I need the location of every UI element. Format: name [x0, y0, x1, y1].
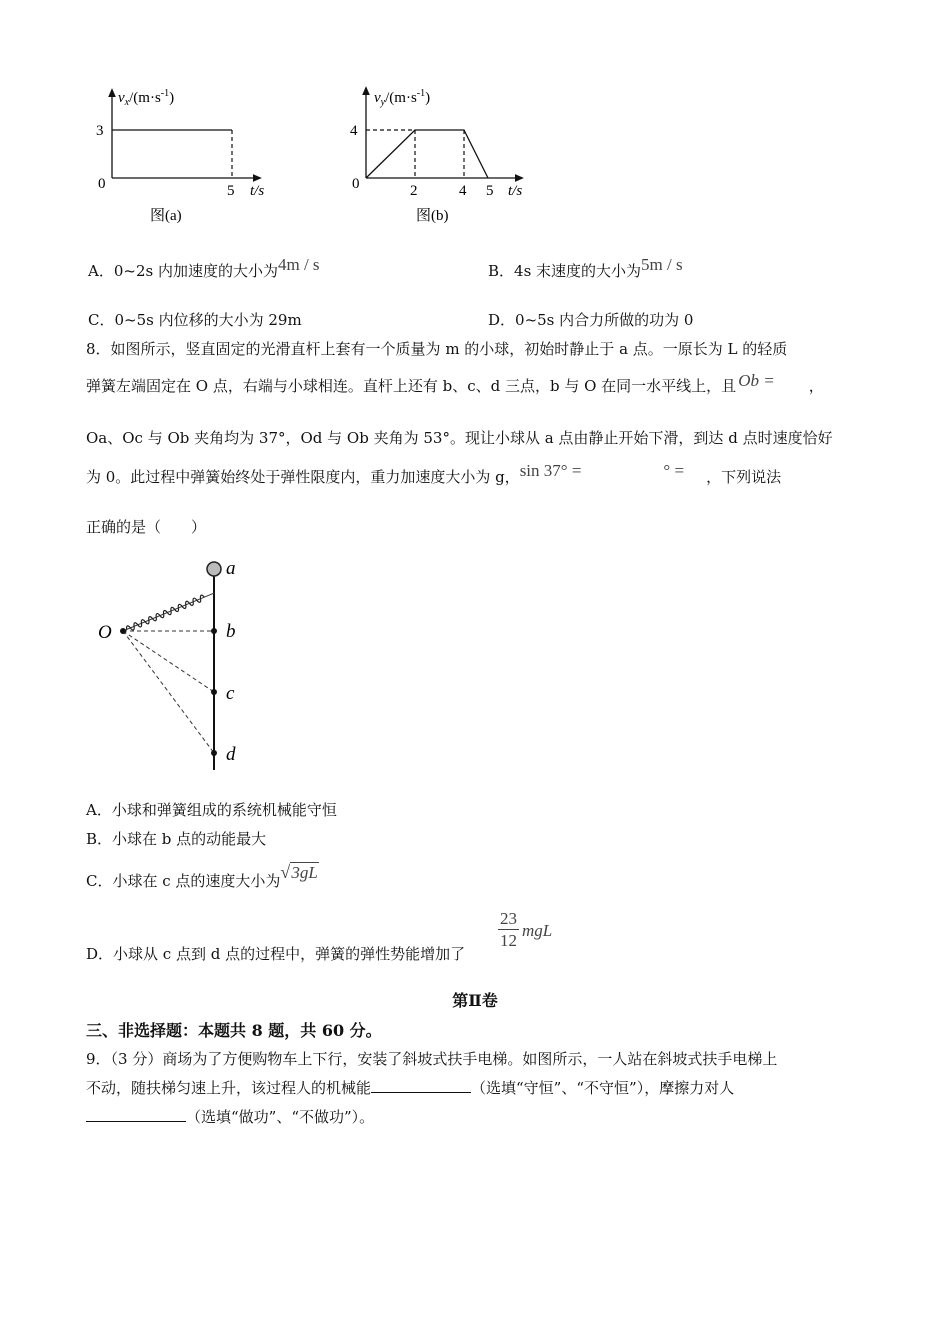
q8-line-4-text: 为 0。此过程中弹簧始终处于弹性限度内，重力加速度大小为 g， [86, 468, 520, 486]
q9-line-3-post: （选填“做功”、“不做功”）。 [186, 1108, 375, 1126]
graph-a-xlabel: t/s [250, 183, 265, 199]
q8-option-c-text: C．小球在 c 点的速度大小为 [86, 872, 281, 890]
section-heading: 三、非选择题：本题共 8 题，共 60 分。 [86, 1021, 382, 1040]
q7-option-a-math: 4m / s [277, 255, 320, 274]
q8-option-c-math: 3gL [291, 863, 318, 882]
graph-a-origin: 0 [98, 176, 106, 192]
point-o [120, 628, 126, 634]
graph-b-xtick-4: 4 [459, 183, 467, 199]
q8-line-4 [86, 461, 782, 487]
fraction-denominator: 12 [500, 931, 517, 950]
graph-a [90, 82, 290, 227]
label-b: b [226, 621, 236, 642]
q8-option-b: B．小球在 b 点的动能最大 [86, 830, 267, 848]
q8-option-d-tail: mgL [522, 921, 553, 940]
label-d: d [226, 744, 236, 765]
q8-option-a: A．小球和弹簧组成的系统机械能守恒 [86, 801, 337, 819]
q8-option-d-fraction [498, 908, 519, 951]
q8-line-3: Oa、Oc 与 Ob 夹角均为 37°，Od 与 Ob 夹角为 53°。现让小球从 a 点由静止开始下滑，到达 d 点时速度恰好 [86, 429, 833, 447]
q8-line-2 [86, 371, 824, 396]
graph-b-origin: 0 [352, 176, 360, 192]
point-c [211, 689, 217, 695]
q8-line-4-end: ，下列说法 [706, 468, 782, 486]
label-a: a [226, 558, 236, 579]
q9-line-2-post: （选填“守恒”、“不守恒”），摩擦力对人 [471, 1079, 735, 1097]
graph-b-xlabel: t/s [508, 183, 523, 199]
q8-figure [90, 552, 260, 782]
q9-line-2 [86, 1077, 734, 1098]
label-c: c [226, 683, 235, 704]
sqrt-sign: √ [280, 862, 291, 882]
q7-option-d: D．0~5s 内合力所做的功为 0 [488, 311, 694, 329]
q9-line-2-pre: 不动，随扶梯匀速上升，该过程人的机械能 [86, 1079, 372, 1097]
graph-a-ylabel: $v_x/(m\cdot s^{-1})$ [118, 88, 175, 108]
graph-b-ylabel: $v_y/(m\cdot s^{-1})$ [374, 88, 431, 108]
section-title: 第Ⅱ卷 [452, 991, 498, 1010]
graph-b-caption: 图(b) [416, 208, 449, 224]
q8-option-d [86, 943, 465, 964]
q7-option-a-text: A．0~2s 内加速度的大小为 [88, 262, 278, 280]
graph-a-caption: 图(a) [150, 208, 182, 224]
answer-blank-2[interactable] [86, 1107, 186, 1122]
q8-line-5: 正确的是（ ） [86, 518, 207, 536]
q8-line-2-text: 弹簧左端固定在 O 点，右端与小球相连。直杆上还有 b、c、d 三点，b 与 O 在同一水平线上，且 [86, 377, 737, 395]
q7-option-a [88, 255, 320, 281]
q8-line-2-end: ， [808, 377, 824, 395]
dash-oc [123, 631, 214, 692]
answer-blank-1[interactable] [371, 1078, 471, 1093]
label-o: O [98, 622, 112, 643]
graph-b-xtick-2: 2 [410, 183, 418, 199]
q7-option-b-math: 5m / s [641, 255, 683, 274]
graph-b-xtick-5: 5 [486, 183, 494, 199]
q8-option-d-text: D．小球从 c 点到 d 点的过程中，弹簧的弹性势能增加了 [86, 945, 466, 963]
point-d [211, 750, 217, 756]
q7-option-b-text: B．4s 末速度的大小为 [488, 262, 642, 280]
fraction-numerator: 23 [500, 909, 517, 928]
q8-option-c [86, 862, 319, 891]
spring [122, 590, 216, 634]
graph-b [340, 82, 540, 227]
graph-b-velocity-line [366, 130, 488, 178]
dash-od [123, 631, 214, 753]
q7-option-c: C．0~5s 内位移的大小为 29m [88, 311, 302, 329]
graph-b-ytick: 4 [350, 123, 358, 139]
q7-option-b [488, 255, 683, 281]
point-b [211, 628, 217, 634]
ball [207, 562, 221, 576]
q9-line-1: 9．（3 分）商场为了方便购物车上下行，安装了斜坡式扶手电梯。如图所示，一人站在斜坡式扶手电梯上 [86, 1050, 778, 1068]
q8-line-4-math-2: ° = [663, 461, 685, 480]
graph-a-ytick: 3 [96, 123, 104, 139]
graph-a-xtick: 5 [227, 183, 235, 199]
q8-line-1: 8．如图所示，竖直固定的光滑直杆上套有一个质量为 m 的小球，初始时静止于 a 点。一原长为 L 的轻质 [86, 340, 788, 358]
q8-line-4-math-1: sin 37° = [519, 461, 582, 480]
q8-line-2-math: Ob = [738, 371, 775, 390]
q9-line-3 [86, 1106, 374, 1127]
